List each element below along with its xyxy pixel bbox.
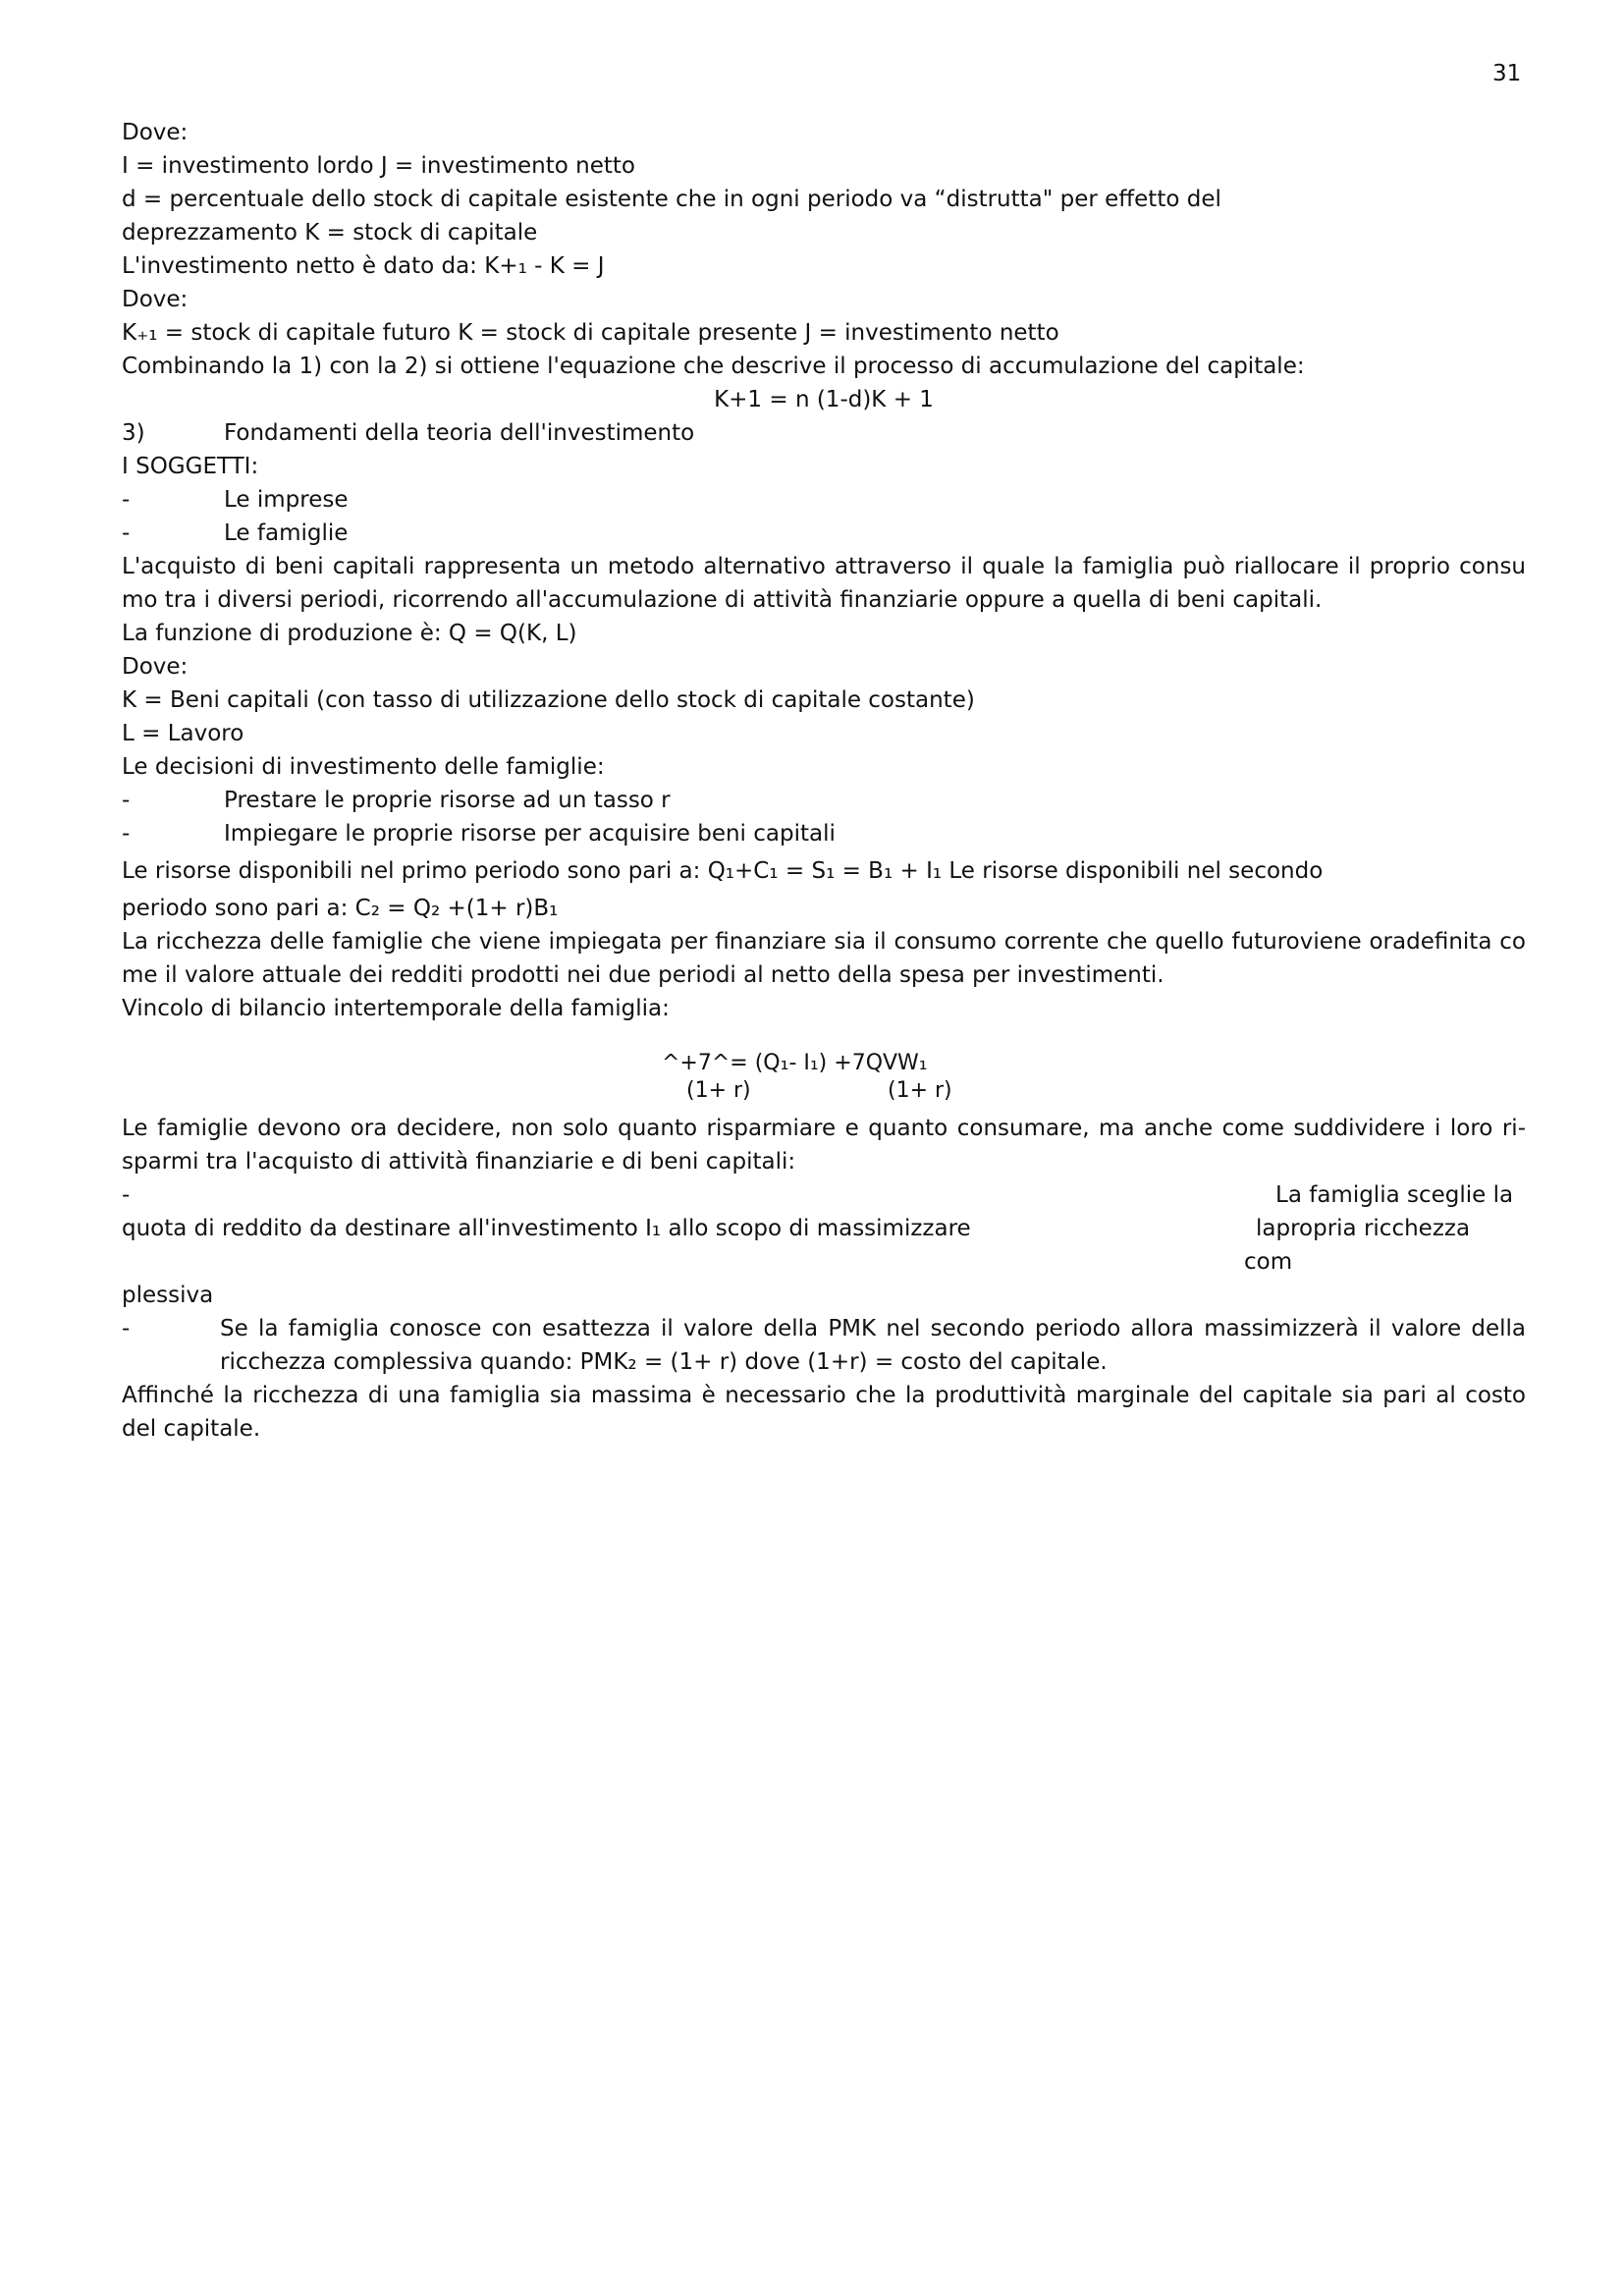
equation-accumulation: K+1 = n (1-d)K + 1 — [714, 387, 934, 412]
list-item-text: Se la famiglia conosce con esattezza il valore della PMK nel secondo periodo allora massimizzerà il valore della ricchezza complessiva quando: PMK₂ = (1+ r) dove (1+r) = costo del capitale. — [220, 1316, 1526, 1375]
text-line: La funzione di produzione è: Q = Q(K, L) — [122, 621, 577, 646]
text-line: deprezzamento K = stock di capitale — [122, 220, 538, 246]
list-item-text: Impiegare le proprie risorse per acquisire beni capitali — [224, 821, 836, 847]
dash-marker: - — [122, 821, 131, 847]
text-line: K₊₁ = stock di capitale futuro K = stock di capitale presente J = investimento netto — [122, 320, 1059, 346]
formula-denominator-left: (1+ r) — [686, 1078, 751, 1103]
dash-marker: - — [122, 1182, 131, 1208]
text-line: I = investimento lordo J = investimento netto — [122, 153, 635, 179]
choice-text-right: com — [1244, 1249, 1293, 1275]
text-line: L'investimento netto è dato da: K+₁ - K = J — [122, 253, 605, 279]
list-item — [122, 1312, 1526, 1379]
text-line: plessiva — [122, 1283, 214, 1308]
text-line: d = percentuale dello stock di capitale esistente che in ogni periodo va “distrutta" per effetto del — [122, 187, 1221, 212]
list-item-text: Le famiglie — [224, 520, 349, 546]
section-heading — [122, 416, 1526, 450]
list-item — [122, 784, 1526, 817]
text-line: K = Beni capitali (con tasso di utilizzazione dello stock di capitale costante) — [122, 687, 975, 713]
text-line: Dove: — [122, 654, 189, 680]
list-item — [122, 517, 1526, 550]
list-item-text: Le imprese — [224, 487, 349, 513]
choice-text-left: quota di reddito da destinare all'investimento I₁ allo scopo di massimizzare — [122, 1216, 971, 1241]
paragraph: Affinché la ricchezza di una famiglia sia massima è necessario che la produttività marginale del capitale sia pari al costo del capitale. — [122, 1383, 1526, 1442]
choice-text-right: La famiglia sceglie la — [1275, 1182, 1514, 1208]
subheading: I SOGGETTI: — [122, 454, 259, 479]
text-line: Le decisioni di investimento delle famiglie: — [122, 754, 605, 780]
document-body — [122, 116, 1526, 1446]
paragraph: L'acquisto di beni capitali rappresenta un metodo alternativo attraverso il quale la famiglia può riallocare il proprio consu mo tra i diversi periodi, ricorrendo all'accumulazione di attività finanziarie oppure a quella di beni capitali. — [122, 554, 1526, 613]
text-line: periodo sono pari a: C₂ = Q₂ +(1+ r)B₁ — [122, 896, 559, 921]
paragraph: Le famiglie devono ora decidere, non solo quanto risparmiare e quanto consumare, ma anche come suddividere i loro ri- sparmi tra l'acquisto di attività finanziarie e di beni capitali: — [122, 1116, 1526, 1175]
text-line: Le risorse disponibili nel primo periodo sono pari a: Q₁+C₁ = S₁ = B₁ + I₁ Le risorse disponibili nel secondo — [122, 858, 1324, 884]
choice-block — [122, 1178, 1526, 1279]
formula-numerator: ^+7^= (Q₁- I₁) +7QVW₁ — [662, 1051, 928, 1075]
budget-constraint-formula — [122, 1047, 1526, 1112]
dash-marker: - — [122, 487, 131, 513]
text-line: Dove: — [122, 287, 189, 312]
text-line: Dove: — [122, 120, 189, 145]
formula-denominator-right: (1+ r) — [888, 1078, 952, 1103]
section-title: Fondamenti della teoria dell'investimento — [224, 420, 695, 446]
text-line: Combinando la 1) con la 2) si ottiene l'equazione che descrive il processo di accumulazione del capitale: — [122, 354, 1305, 379]
list-item — [122, 483, 1526, 517]
page-number: 31 — [1492, 61, 1522, 86]
list-number: 3) — [122, 420, 145, 446]
text-line: Vincolo di bilancio intertemporale della famiglia: — [122, 996, 670, 1021]
dash-marker: - — [122, 520, 131, 546]
text-line: L = Lavoro — [122, 721, 244, 746]
paragraph: La ricchezza delle famiglie che viene impiegata per finanziare sia il consumo corrente che quello futuroviene oradefinita co me il valore attuale dei redditi prodotti nei due periodi al netto della spesa per investimenti. — [122, 929, 1526, 988]
dash-marker: - — [122, 1316, 131, 1341]
list-item-text: Prestare le proprie risorse ad un tasso r — [224, 788, 671, 813]
list-item — [122, 817, 1526, 850]
dash-marker: - — [122, 788, 131, 813]
choice-text-right: lapropria ricchezza — [1256, 1216, 1471, 1241]
